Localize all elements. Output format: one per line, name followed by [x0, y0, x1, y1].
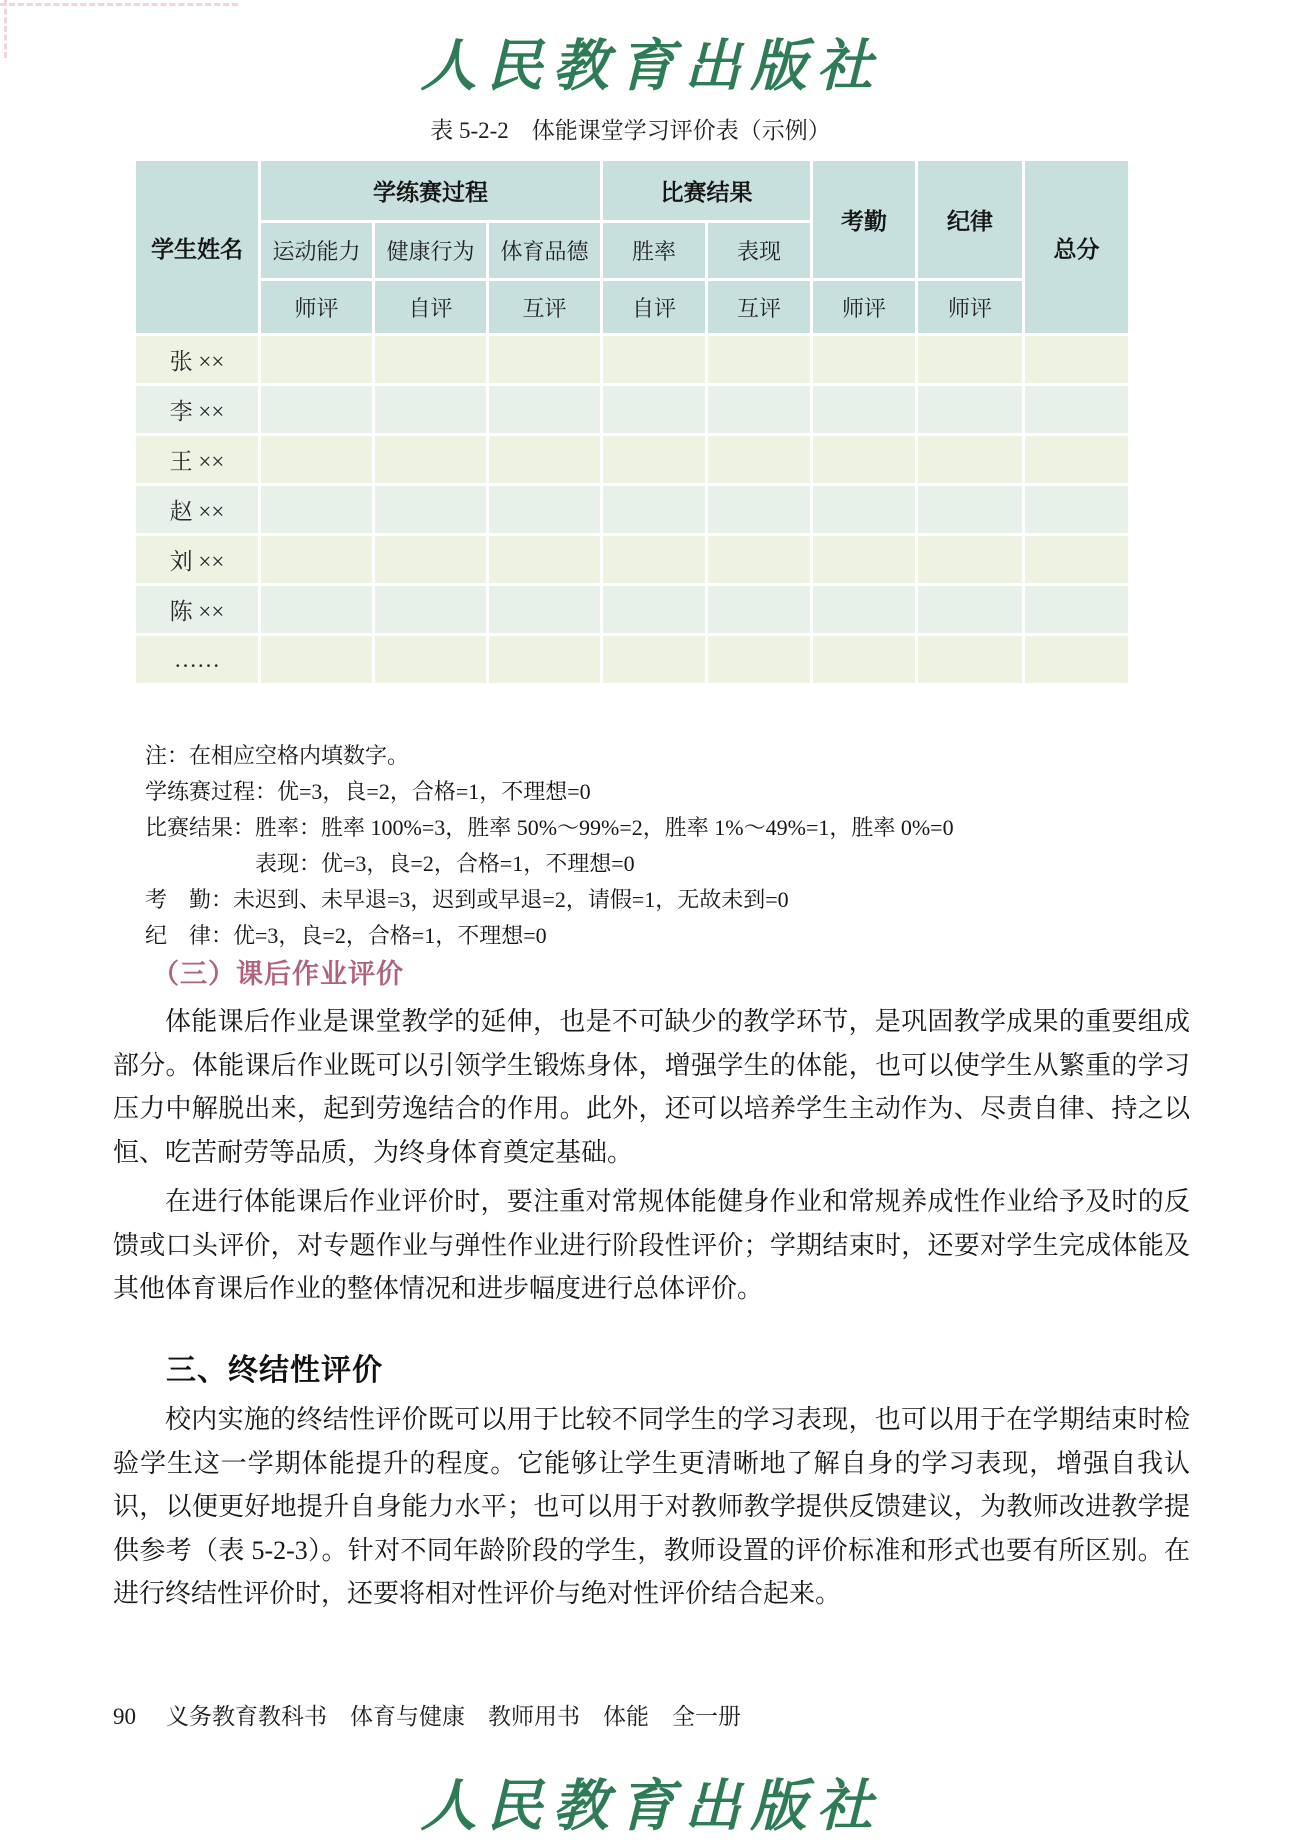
score-cell: [260, 385, 374, 435]
trim-mark-horizontal: [0, 3, 238, 6]
table-row: [135, 635, 1130, 685]
note-line: 表现：优=3，良=2，合格=1，不理想=0: [255, 851, 635, 876]
score-cell: [1024, 635, 1130, 685]
score-cell: [1024, 435, 1130, 485]
header-win-rate: 胜率: [602, 222, 707, 280]
score-cell: [374, 535, 488, 585]
score-cell: [602, 635, 707, 685]
score-cell: [707, 535, 812, 585]
score-cell: [917, 535, 1024, 585]
student-name-cell: 王 ××: [135, 435, 260, 485]
table-row: [135, 585, 1130, 635]
header-health-behavior: 健康行为: [374, 222, 488, 280]
note-line: 注：在相应空格内填数字。: [145, 743, 410, 768]
rater-attendance: 师评: [812, 280, 917, 335]
student-name-cell: 李 ××: [135, 385, 260, 435]
student-name-cell: ……: [135, 635, 260, 685]
table-row: [135, 485, 1130, 535]
score-cell: [260, 535, 374, 585]
rater-health: 自评: [374, 280, 488, 335]
rater-morality: 互评: [488, 280, 602, 335]
book-info: 义务教育教科书 体育与健康 教师用书 体能 全一册: [166, 1704, 741, 1729]
student-name-cell: 赵 ××: [135, 485, 260, 535]
student-name-cell: 张 ××: [135, 335, 260, 385]
score-cell: [812, 335, 917, 385]
note-line: 学练赛过程：优=3，良=2，合格=1，不理想=0: [145, 779, 591, 804]
header-attendance: 考勤: [812, 160, 917, 280]
score-cell: [917, 385, 1024, 435]
score-cell: [707, 385, 812, 435]
publisher-logo-bottom: 人民教育出版社: [420, 1773, 883, 1839]
score-cell: [1024, 585, 1130, 635]
table-row: [135, 385, 1130, 435]
evaluation-table: [133, 158, 1131, 686]
table-row: [135, 535, 1130, 585]
summative-paragraph-1: 校内实施的终结性评价既可以用于比较不同学生的学习表现，也可以用于在学期结束时检验学生这一学期体能提升的程度。它能够让学生更清晰地了解自身的学习表现，增强自我认识，以便更好地提升自身能力水平；也可以用于对教师教学提供反馈建议，为教师改进教学提供参考（表 5-2-3）。针对不同年龄阶段的学生，教师设置的评价标准和形式也要有所区别。在进行终结性评价时，还要将相对性评价与绝对性评价结合起来。: [113, 1405, 1190, 1608]
score-cell: [812, 435, 917, 485]
score-cell: [707, 335, 812, 385]
header-row-groups: [135, 160, 1130, 222]
score-cell: [917, 635, 1024, 685]
score-cell: [812, 535, 917, 585]
summative-evaluation-heading: 三、终结性评价: [166, 1354, 383, 1387]
rater-winrate: 自评: [602, 280, 707, 335]
score-cell: [374, 485, 488, 535]
homework-evaluation-heading: （三）课后作业评价: [152, 959, 404, 989]
score-cell: [602, 585, 707, 635]
student-name-cell: 刘 ××: [135, 535, 260, 585]
rater-performance: 互评: [707, 280, 812, 335]
score-cell: [260, 585, 374, 635]
score-cell: [602, 335, 707, 385]
score-cell: [812, 485, 917, 535]
score-cell: [260, 435, 374, 485]
score-cell: [260, 635, 374, 685]
table-row: [135, 335, 1130, 385]
table-row: [135, 435, 1130, 485]
score-cell: [812, 635, 917, 685]
header-total: 总分: [1024, 160, 1130, 335]
table-title: 表 5-2-2 体能课堂学习评价表（示例）: [430, 118, 831, 143]
score-cell: [707, 585, 812, 635]
header-sports-morality: 体育品德: [488, 222, 602, 280]
rater-discipline: 师评: [917, 280, 1024, 335]
score-cell: [488, 485, 602, 535]
note-line: 纪 律：优=3，良=2，合格=1，不理想=0: [145, 923, 547, 948]
score-cell: [917, 435, 1024, 485]
score-cell: [917, 335, 1024, 385]
score-cell: [1024, 385, 1130, 435]
score-cell: [1024, 335, 1130, 385]
score-cell: [812, 585, 917, 635]
score-cell: [488, 435, 602, 485]
score-cell: [374, 635, 488, 685]
score-cell: [488, 585, 602, 635]
score-cell: [707, 485, 812, 535]
score-cell: [488, 635, 602, 685]
score-cell: [707, 635, 812, 685]
score-cell: [374, 435, 488, 485]
rater-motor: 师评: [260, 280, 374, 335]
student-name-cell: 陈 ××: [135, 585, 260, 635]
header-discipline: 纪律: [917, 160, 1024, 280]
score-cell: [917, 585, 1024, 635]
header-motor-ability: 运动能力: [260, 222, 374, 280]
header-performance: 表现: [707, 222, 812, 280]
score-cell: [812, 385, 917, 435]
score-cell: [260, 335, 374, 385]
page-number: 90: [113, 1704, 136, 1729]
note-line: 比赛结果：胜率：胜率 100%=3，胜率 50%～99%=2，胜率 1%～49%=1，胜率 0%=0: [145, 815, 954, 840]
homework-paragraph-2: 在进行体能课后作业评价时，要注重对常规体能健身作业和常规养成性作业给予及时的反馈或口头评价，对专题作业与弹性作业进行阶段性评价；学期结束时，还要对学生完成体能及其他体育课后作业的整体情况和进步幅度进行总体评价。: [113, 1187, 1190, 1303]
score-cell: [1024, 535, 1130, 585]
page-footer: [113, 1698, 741, 1731]
score-cell: [602, 435, 707, 485]
score-cell: [917, 485, 1024, 535]
header-student-name: 学生姓名: [135, 160, 260, 335]
score-cell: [374, 335, 488, 385]
publisher-logo-top: 人民教育出版社: [420, 33, 883, 99]
score-cell: [374, 585, 488, 635]
score-cell: [374, 385, 488, 435]
score-cell: [602, 535, 707, 585]
note-line: 考 勤：未迟到、未早退=3，迟到或早退=2，请假=1，无故未到=0: [145, 887, 789, 912]
score-cell: [488, 385, 602, 435]
header-process-group: 学练赛过程: [260, 160, 602, 222]
header-row-raters: [135, 280, 1130, 335]
header-result-group: 比赛结果: [602, 160, 812, 222]
score-cell: [707, 435, 812, 485]
score-cell: [602, 385, 707, 435]
score-cell: [260, 485, 374, 535]
score-cell: [488, 535, 602, 585]
homework-paragraph-1: 体能课后作业是课堂教学的延伸，也是不可缺少的教学环节，是巩固教学成果的重要组成部分。体能课后作业既可以引领学生锻炼身体，增强学生的体能，也可以使学生从繁重的学习压力中解脱出来，起到劳逸结合的作用。此外，还可以培养学生主动作为、尽责自律、持之以恒、吃苦耐劳等品质，为终身体育奠定基础。: [113, 1007, 1190, 1167]
score-cell: [488, 335, 602, 385]
table-notes: [145, 738, 1155, 954]
score-cell: [1024, 485, 1130, 535]
score-cell: [602, 485, 707, 535]
